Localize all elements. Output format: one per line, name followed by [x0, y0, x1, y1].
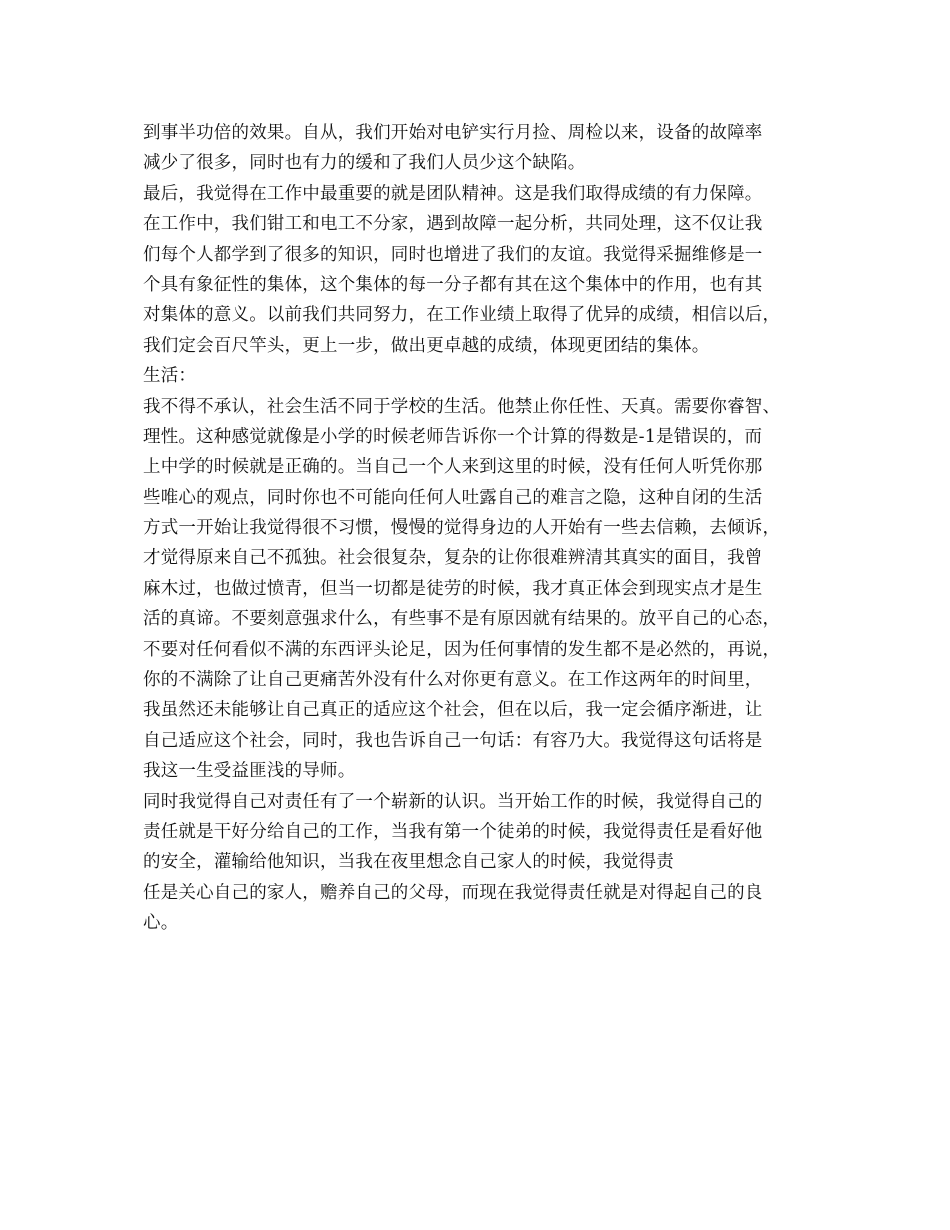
text-line: 你的不满除了让自己更痛苦外没有什么对你更有意义。在工作这两年的时间里，	[143, 670, 763, 691]
text-line: 们每个人都学到了很多的知识，同时也增进了我们的友谊。我觉得采掘维修是一	[143, 244, 763, 265]
text-line: 不要对任何看似不满的东西评头论足，因为任何事情的发生都不是必然的，再说，	[143, 639, 781, 660]
text-line: 麻木过，也做过愤青，但当一切都是徒劳的时候，我才真正体会到现实点才是生	[143, 578, 763, 599]
text-line: 最后，我觉得在工作中最重要的就是团队精神。这是我们取得成绩的有力保障。	[143, 183, 763, 204]
text-line: 些唯心的观点，同时你也不可能向任何人吐露自己的难言之隐，这种自闭的生活	[143, 487, 763, 508]
text-line: 任是关心自己的家人，赡养自己的父母，而现在我觉得责任就是对得起自己的良	[143, 882, 763, 903]
text-line: 同时我觉得自己对责任有了一个崭新的认识。当开始工作的时候，我觉得自己的	[143, 791, 763, 812]
text-line: 方式一开始让我觉得很不习惯，慢慢的觉得身边的人开始有一些去信赖，去倾诉，	[143, 518, 781, 539]
text-line: 个具有象征性的集体，这个集体的每一分子都有其在这个集体中的作用，也有其	[143, 274, 763, 295]
text-line: 到事半功倍的效果。自从，我们开始对电铲实行月捡、周检以来，设备的故障率	[143, 123, 763, 143]
text-line: 活的真谛。不要刻意强求什么，有些事不是有原因就有结果的。放平自己的心态，	[143, 609, 781, 630]
text-line: 在工作中，我们钳工和电工不分家，遇到故障一起分析，共同处理，这不仅让我	[143, 214, 763, 235]
text-line: 我们定会百尺竿头，更上一步，做出更卓越的成绩，体现更团结的集体。	[143, 335, 710, 356]
text-line: 自己适应这个社会，同时，我也告诉自己一句话：有容乃大。我觉得这句话将是	[143, 730, 763, 751]
text-line: 我这一生受益匪浅的导师。	[143, 761, 356, 782]
text-line: 心。	[143, 913, 179, 934]
section-heading: 生活：	[143, 366, 197, 387]
document-body	[143, 118, 808, 939]
text-line: 对集体的意义。以前我们共同努力，在工作业绩上取得了优异的成绩，相信以后，	[143, 305, 781, 326]
text-line: 才觉得原来自己不孤独。社会很复杂，复杂的让你很难辨清其真实的面目，我曾	[143, 548, 763, 569]
text-line: 责任就是干好分给自己的工作，当我有第一个徒弟的时候，我觉得责任是看好他	[143, 821, 763, 842]
text-line: 的安全，灌输给他知识，当我在夜里想念自己家人的时候，我觉得责	[143, 852, 674, 873]
text-line: 我虽然还未能够让自己真正的适应这个社会，但在以后，我一定会循序渐进，让	[143, 700, 763, 721]
text-line: 理性。这种感觉就像是小学的时候老师告诉你一个计算的得数是-1是错误的，而	[143, 426, 763, 447]
text-line: 我不得不承认，社会生活不同于学校的生活。他禁止你任性、天真。需要你睿智、	[143, 396, 781, 417]
text-line: 上中学的时候就是正确的。当自己一个人来到这里的时候，没有任何人听凭你那	[143, 457, 763, 478]
text-line: 减少了很多，同时也有力的缓和了我们人员少这个缺陷。	[143, 153, 586, 174]
